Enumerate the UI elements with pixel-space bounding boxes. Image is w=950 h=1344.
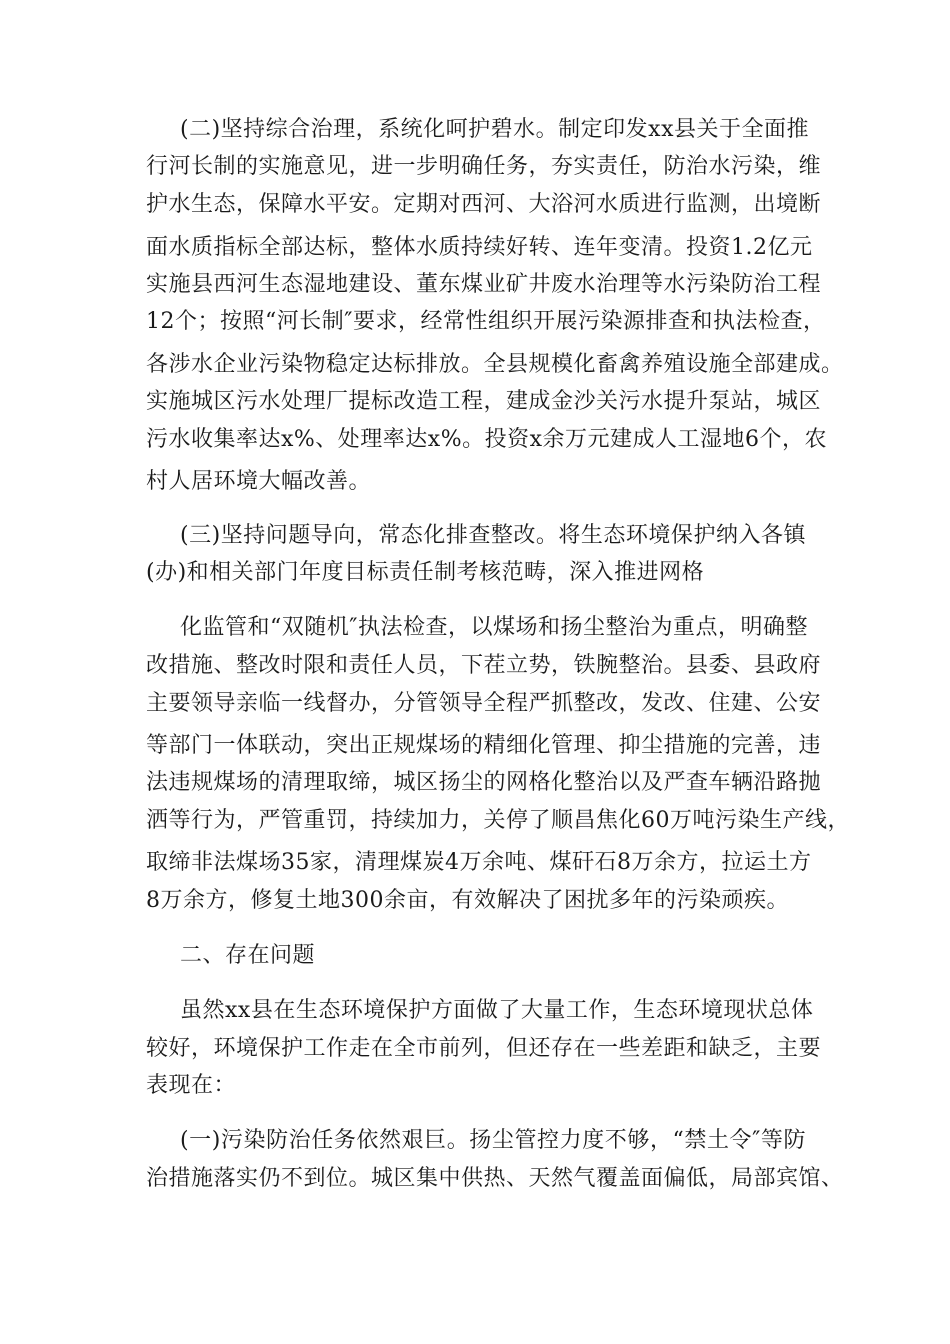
text-line: 面水质指标全部达标，整体水质持续好转、连年变清。投资1.2亿元 — [146, 235, 813, 260]
text-line: 行河长制的实施意见，进一步明确任务，夯实责任，防治水污染，维 — [146, 154, 822, 179]
text-line: 村人居环境大幅改善。 — [146, 469, 372, 494]
text-line: 治措施落实仍不到位。城区集中供热、天然气覆盖面偏低，局部宾馆、 — [146, 1166, 844, 1191]
text-line: (二)坚持综合治理，系统化呵护碧水。制定印发xx县关于全面推 — [180, 117, 809, 142]
text-line: 表现在： — [146, 1073, 237, 1098]
text-line: (三)坚持问题导向，常态化排查整改。将生态环境保护纳入各镇 — [180, 523, 806, 548]
text-line: 化监管和“双随机″执法检查，以煤场和扬尘整治为重点，明确整 — [180, 615, 808, 640]
text-line: 较好，环境保护工作走在全市前列，但还存在一些差距和缺乏，主要 — [146, 1036, 822, 1061]
section-heading: 二、存在问题 — [180, 943, 316, 968]
text-line: 污水收集率达x%、处理率达x%。投资x余万元建成人工湿地6个，农 — [146, 427, 828, 452]
text-line: 各涉水企业污染物稳定达标排放。全县规模化畜禽养殖设施全部建成。 — [146, 352, 844, 377]
text-line: 实施县西河生态湿地建设、董东煤业矿井废水治理等水污染防治工程 — [146, 272, 822, 297]
text-line: 实施城区污水处理厂提标改造工程，建成金沙关污水提升泵站，城区 — [146, 389, 822, 414]
text-line: 等部门一体联动，突出正规煤场的精细化管理、抑尘措施的完善，违 — [146, 733, 822, 758]
text-line: 8万余方，修复土地300余亩，有效解决了困扰多年的污染顽疾。 — [146, 888, 789, 913]
text-line: 护水生态，保障水平安。定期对西河、大浴河水质进行监测，出境断 — [146, 192, 822, 217]
text-line: 法违规煤场的清理取缔，城区扬尘的网格化整治以及严查车辆沿路抛 — [146, 770, 822, 795]
text-line: 改措施、整改时限和责任人员，下茬立势，铁腕整治。县委、县政府 — [146, 653, 822, 678]
text-line: 洒等行为，严管重罚，持续加力，关停了顺昌焦化60万吨污染生产线， — [146, 808, 850, 833]
text-line: 虽然xx县在生态环境保护方面做了大量工作，生态环境现状总体 — [180, 998, 814, 1023]
text-line: (一)污染防治任务依然艰巨。扬尘管控力度不够，“禁土令″等防 — [180, 1128, 806, 1153]
text-line: 取缔非法煤场35家，清理煤炭4万余吨、煤矸石8万余方，拉运土方 — [146, 850, 812, 875]
text-line: (办)和相关部门年度目标责任制考核范畴，深入推进网格 — [146, 560, 705, 585]
text-line: 主要领导亲临一线督办，分管领导全程严抓整改，发改、住建、公安 — [146, 691, 822, 716]
text-line: 12个；按照“河长制″要求，经常性组织开展污染源排查和执法检查， — [146, 309, 826, 334]
